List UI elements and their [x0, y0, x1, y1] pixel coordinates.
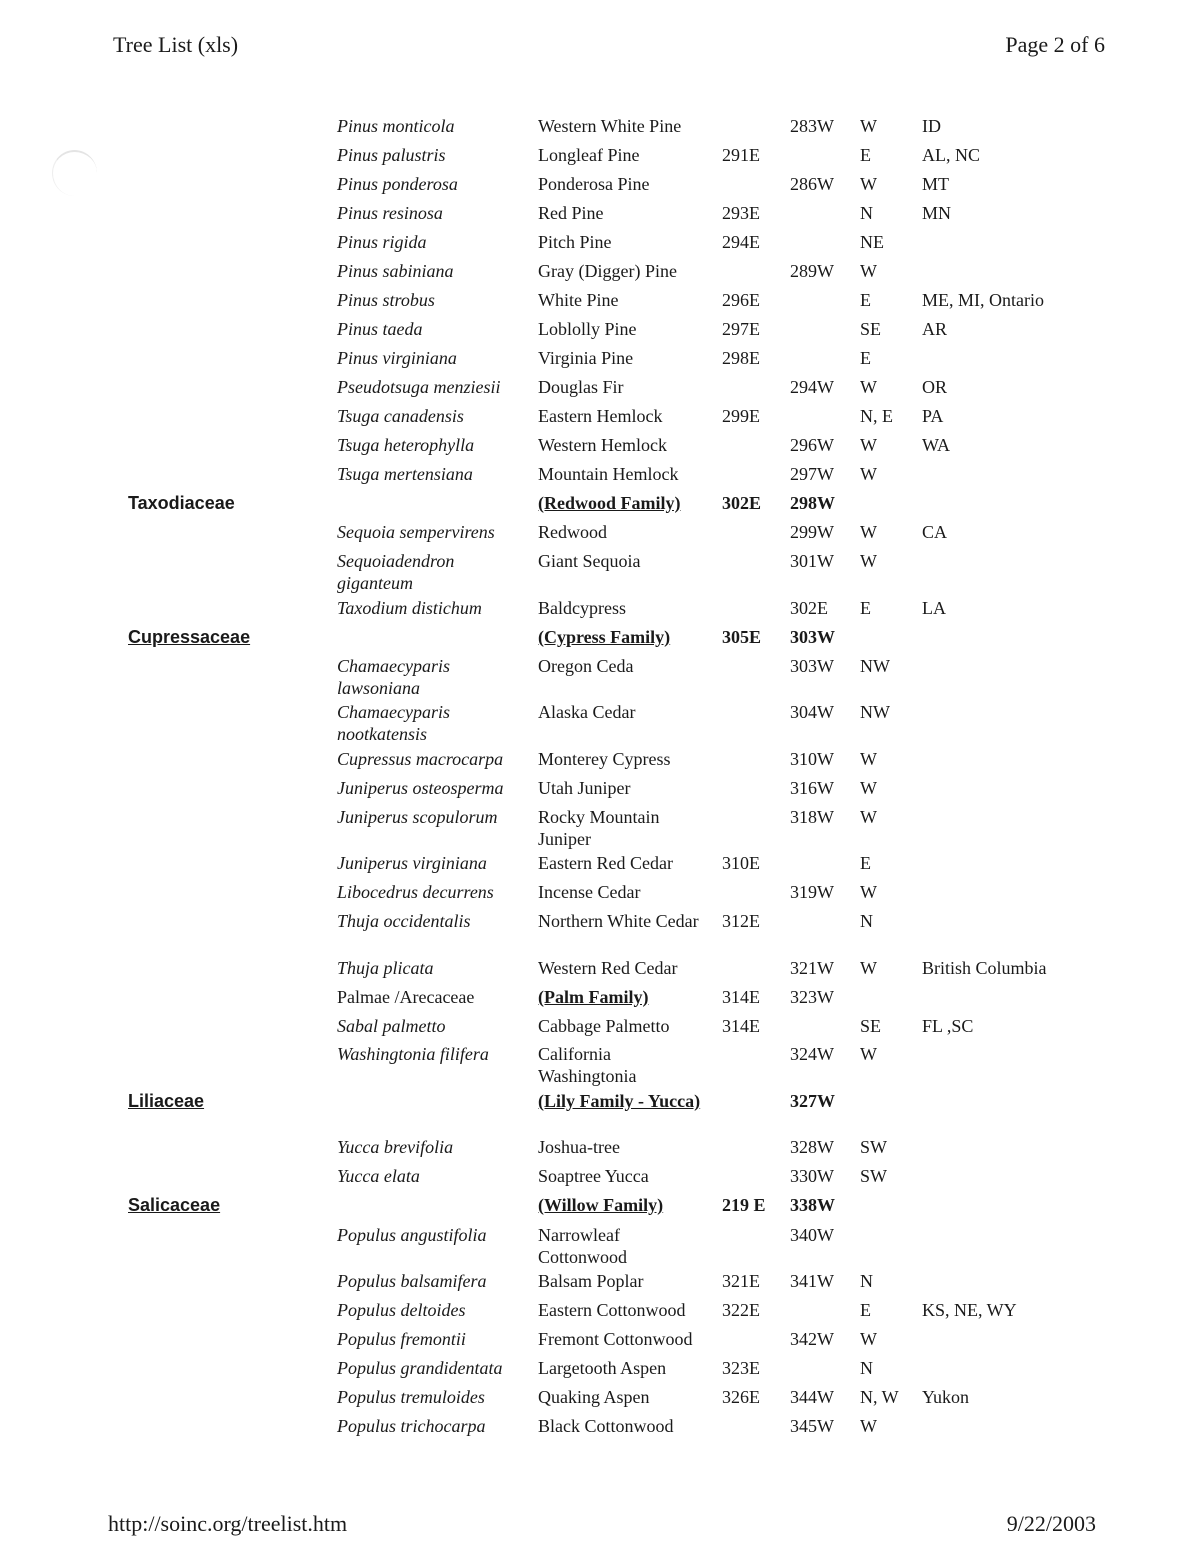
region-cell: NE [860, 232, 884, 252]
region-cell: NW [860, 656, 890, 676]
east-page-cell: 310E [722, 853, 760, 873]
common-name-cell: Quaking Aspen [538, 1387, 650, 1407]
east-page-cell: 293E [722, 203, 760, 223]
common-name-cell: Pitch Pine [538, 232, 612, 252]
east-page-cell: 296E [722, 290, 760, 310]
west-page-cell: 342W [790, 1329, 834, 1349]
region-cell: NW [860, 702, 890, 722]
common-name-cell: Narrowleaf Cottonwood [538, 1225, 628, 1267]
west-page-cell: 302E [790, 598, 828, 618]
region-cell: W [860, 522, 877, 542]
scientific-name-cell: Libocedrus decurrens [337, 882, 494, 902]
scientific-name-cell: Pinus ponderosa [337, 174, 458, 194]
common-name-cell: Oregon Ceda [538, 656, 634, 676]
region-cell: E [860, 598, 871, 618]
common-name-cell: Monterey Cypress [538, 749, 671, 769]
east-page-cell: 291E [722, 145, 760, 165]
region-cell: W [860, 261, 877, 281]
common-name-cell: Redwood [538, 522, 607, 542]
common-name-cell: Utah Juniper [538, 778, 631, 798]
region-cell: W [860, 464, 877, 484]
common-name-cell: Virginia Pine [538, 348, 634, 368]
region-cell: W [860, 958, 877, 978]
region-cell: W [860, 749, 877, 769]
west-page-cell: 338W [790, 1195, 835, 1215]
scientific-name-cell: Juniperus virginiana [337, 853, 487, 873]
states-cell: Yukon [922, 1387, 970, 1407]
region-cell: SW [860, 1137, 887, 1157]
region-cell: E [860, 290, 871, 310]
common-name-cell: Eastern Cottonwood [538, 1300, 686, 1320]
common-name-cell: Gray (Digger) Pine [538, 261, 677, 281]
scientific-name-cell: Populus trichocarpa [337, 1416, 486, 1436]
west-page-cell: 303W [790, 627, 835, 647]
west-page-cell: 341W [790, 1271, 834, 1291]
region-cell: W [860, 116, 877, 136]
region-cell: SE [860, 319, 882, 339]
scientific-name-cell: Populus tremuloides [337, 1387, 485, 1407]
scientific-name-cell: Pinus strobus [337, 290, 435, 310]
scientific-name-cell: Tsuga mertensiana [337, 464, 473, 484]
common-name-cell: Soaptree Yucca [538, 1166, 649, 1186]
scientific-name-cell: Tsuga canadensis [337, 406, 464, 426]
region-cell: SE [860, 1016, 882, 1036]
common-name-cell: Giant Sequoia [538, 551, 641, 571]
west-page-cell: 344W [790, 1387, 834, 1407]
west-page-cell: 298W [790, 493, 835, 513]
east-page-cell: 294E [722, 232, 760, 252]
region-cell: W [860, 778, 877, 798]
east-page-cell: 219 E [722, 1195, 766, 1215]
scientific-name-cell: Pinus monticola [337, 116, 455, 136]
common-name-cell: Ponderosa Pine [538, 174, 650, 194]
east-page-cell: 322E [722, 1300, 760, 1320]
scientific-name-cell: Sequoia sempervirens [337, 522, 495, 542]
common-name-cell: Eastern Red Cedar [538, 853, 673, 873]
west-page-cell: 330W [790, 1166, 834, 1186]
region-cell: W [860, 435, 877, 455]
common-name-cell: Douglas Fir [538, 377, 624, 397]
scientific-name-cell: Cupressus macrocarpa [337, 749, 504, 769]
region-cell: N [860, 1358, 873, 1378]
states-cell: CA [922, 522, 948, 542]
states-cell: ID [922, 116, 941, 136]
common-name-cell: Balsam Poplar [538, 1271, 644, 1291]
region-cell: N [860, 911, 873, 931]
common-name-cell: Cabbage Palmetto [538, 1016, 670, 1036]
scientific-name-cell: Juniperus scopulorum [337, 807, 498, 827]
region-cell: W [860, 1044, 877, 1064]
scientific-name-cell: Palmae /Arecaceae [337, 987, 475, 1007]
scientific-name-cell: Juniperus osteosperma [337, 778, 504, 798]
east-page-cell: 323E [722, 1358, 760, 1378]
east-page-cell: 299E [722, 406, 760, 426]
west-page-cell: 303W [790, 656, 834, 676]
common-name-cell: Incense Cedar [538, 882, 641, 902]
scientific-name-cell: Thuja plicata [337, 958, 434, 978]
region-cell: SW [860, 1166, 887, 1186]
east-page-cell: 305E [722, 627, 762, 647]
common-name-cell: White Pine [538, 290, 619, 310]
common-name-cell: Longleaf Pine [538, 145, 640, 165]
common-name-cell: Rocky Mountain Juniper [538, 807, 660, 849]
region-cell: W [860, 551, 877, 571]
region-cell: W [860, 1329, 877, 1349]
common-name-cell: (Willow Family) [538, 1195, 664, 1215]
west-page-cell: 324W [790, 1044, 834, 1064]
states-cell: KS, NE, WY [922, 1300, 1017, 1320]
footer-date: 9/22/2003 [1006, 1511, 1096, 1536]
east-page-cell: 314E [722, 1016, 760, 1036]
region-cell: W [860, 174, 877, 194]
scientific-name-cell: Chamaecyparis nootkatensis [337, 702, 450, 744]
scientific-name-cell: Chamaecyparis lawsoniana [337, 656, 450, 698]
west-page-cell: 283W [790, 116, 834, 136]
east-page-cell: 297E [722, 319, 760, 339]
scientific-name-cell: Pinus rigida [337, 232, 427, 252]
west-page-cell: 286W [790, 174, 834, 194]
common-name-cell: Joshua-tree [538, 1137, 620, 1157]
scientific-name-cell: Populus balsamifera [337, 1271, 487, 1291]
east-page-cell: 321E [722, 1271, 760, 1291]
east-page-cell: 302E [722, 493, 762, 513]
common-name-cell: (Cypress Family) [538, 627, 671, 647]
west-page-cell: 316W [790, 778, 834, 798]
common-name-cell: Red Pine [538, 203, 604, 223]
common-name-cell: (Palm Family) [538, 987, 649, 1007]
states-cell: WA [922, 435, 950, 455]
states-cell: PA [922, 406, 944, 426]
scientific-name-cell: Pinus resinosa [337, 203, 443, 223]
region-cell: W [860, 377, 877, 397]
east-page-cell: 298E [722, 348, 760, 368]
region-cell: W [860, 1416, 877, 1436]
region-cell: E [860, 348, 871, 368]
west-page-cell: 310W [790, 749, 834, 769]
family-cell: Liliaceae [128, 1091, 205, 1111]
scientific-name-cell: Yucca brevifolia [337, 1137, 454, 1157]
west-page-cell: 297W [790, 464, 834, 484]
page-title: Tree List (xls) [113, 32, 239, 57]
scientific-name-cell: Pinus palustris [337, 145, 446, 165]
west-page-cell: 327W [790, 1091, 835, 1111]
west-page-cell: 299W [790, 522, 834, 542]
west-page-cell: 323W [790, 987, 834, 1007]
common-name-cell: Baldcypress [538, 598, 626, 618]
scientific-name-cell: Pinus virginiana [337, 348, 457, 368]
region-cell: W [860, 882, 877, 902]
common-name-cell: California Washingtonia [538, 1044, 637, 1086]
west-page-cell: 289W [790, 261, 834, 281]
common-name-cell: Western White Pine [538, 116, 682, 136]
scientific-name-cell: Pinus sabiniana [337, 261, 454, 281]
common-name-cell: Western Red Cedar [538, 958, 678, 978]
region-cell: N [860, 1271, 873, 1291]
common-name-cell: Largetooth Aspen [538, 1358, 667, 1378]
scientific-name-cell: Sabal palmetto [337, 1016, 446, 1036]
states-cell: FL ,SC [922, 1016, 974, 1036]
west-page-cell: 296W [790, 435, 834, 455]
page-number: Page 2 of 6 [1005, 32, 1105, 57]
scientific-name-cell: Populus deltoides [337, 1300, 466, 1320]
states-cell: OR [922, 377, 948, 397]
states-cell: British Columbia [922, 958, 1047, 978]
west-page-cell: 345W [790, 1416, 834, 1436]
scientific-name-cell: Populus grandidentata [337, 1358, 503, 1378]
common-name-cell: Fremont Cottonwood [538, 1329, 693, 1349]
common-name-cell: Mountain Hemlock [538, 464, 679, 484]
scientific-name-cell: Sequoiadendron giganteum [337, 551, 455, 593]
common-name-cell: Black Cottonwood [538, 1416, 674, 1436]
scientific-name-cell: Populus fremontii [337, 1329, 466, 1349]
family-cell: Cupressaceae [128, 627, 251, 647]
family-cell: Taxodiaceae [128, 493, 235, 513]
scientific-name-cell: Washingtonia filifera [337, 1044, 489, 1064]
common-name-cell: Loblolly Pine [538, 319, 637, 339]
west-page-cell: 304W [790, 702, 834, 722]
states-cell: MT [922, 174, 949, 194]
scientific-name-cell: Tsuga heterophylla [337, 435, 475, 455]
region-cell: W [860, 807, 877, 827]
west-page-cell: 340W [790, 1225, 834, 1245]
scientific-name-cell: Populus angustifolia [337, 1225, 487, 1245]
region-cell: E [860, 1300, 871, 1320]
scientific-name-cell: Pseudotsuga menziesii [337, 377, 501, 397]
region-cell: N [860, 203, 873, 223]
family-cell: Salicaceae [128, 1195, 221, 1215]
east-page-cell: 326E [722, 1387, 760, 1407]
region-cell: E [860, 145, 871, 165]
west-page-cell: 294W [790, 377, 834, 397]
region-cell: N, E [860, 406, 893, 426]
common-name-cell: Western Hemlock [538, 435, 668, 455]
region-cell: E [860, 853, 871, 873]
scientific-name-cell: Pinus taeda [337, 319, 423, 339]
footer-url: http://soinc.org/treelist.htm [108, 1511, 348, 1536]
east-page-cell: 314E [722, 987, 760, 1007]
states-cell: LA [922, 598, 946, 618]
states-cell: AL, NC [922, 145, 980, 165]
states-cell: MN [922, 203, 952, 223]
common-name-cell: Eastern Hemlock [538, 406, 663, 426]
common-name-cell: Northern White Cedar [538, 911, 699, 931]
scientific-name-cell: Yucca elata [337, 1166, 420, 1186]
west-page-cell: 319W [790, 882, 834, 902]
scientific-name-cell: Taxodium distichum [337, 598, 482, 618]
east-page-cell: 312E [722, 911, 760, 931]
common-name-cell: (Redwood Family) [538, 493, 681, 513]
west-page-cell: 328W [790, 1137, 834, 1157]
states-cell: ME, MI, Ontario [922, 290, 1044, 310]
states-cell: AR [922, 319, 948, 339]
common-name-cell: (Lily Family - Yucca) [538, 1091, 701, 1111]
west-page-cell: 301W [790, 551, 834, 571]
region-cell: N, W [860, 1387, 899, 1407]
common-name-cell: Alaska Cedar [538, 702, 636, 722]
west-page-cell: 321W [790, 958, 834, 978]
west-page-cell: 318W [790, 807, 834, 827]
scientific-name-cell: Thuja occidentalis [337, 911, 471, 931]
